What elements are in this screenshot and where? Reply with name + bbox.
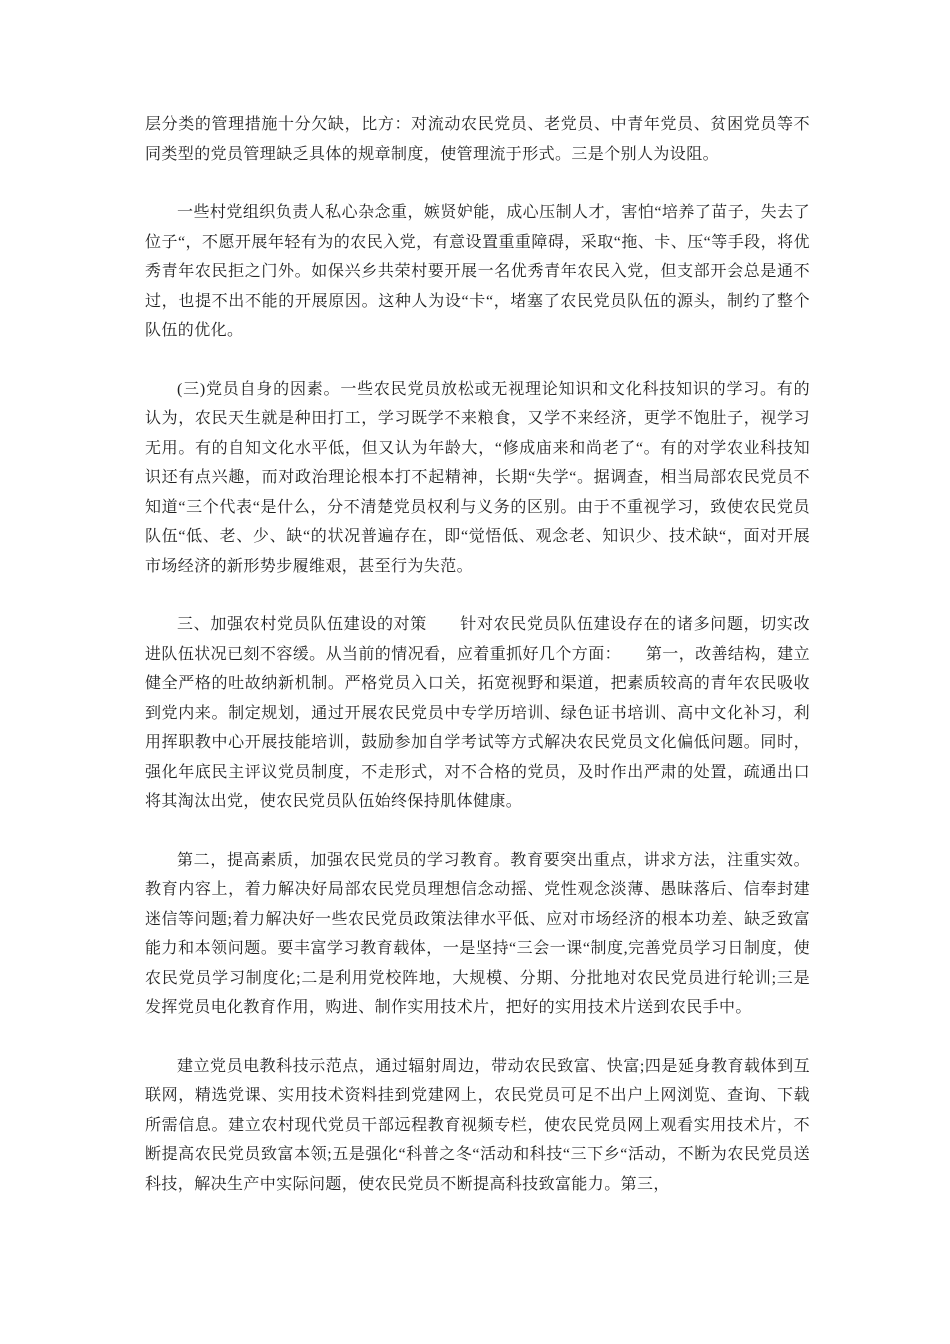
paragraph-1: 层分类的管理措施十分欠缺，比方：对流动农民党员、老党员、中青年党员、贫困党员等不同类型的党员管理缺乏具体的规章制度，使管理流于形式。三是个别人为设阻。 bbox=[145, 116, 810, 163]
document-body bbox=[145, 110, 810, 1199]
paragraph-6: 建立党员电教科技示范点，通过辐射周边，带动农民致富、快富;四是延身教育载体到互联网，精选党课、实用技术资料挂到党建网上，农民党员可足不出户上网浏览、查询、下载所需信息。建立农村现代党员干部远程教育视频专栏，使农民党员网上观看实用技术片，不断提高农民党员致富本领;五是强化“科普之冬“活动和科技“三下乡“活动，不断为农民党员送科技，解决生产中实际问题，使农民党员不断提高科技致富能力。第三， bbox=[145, 1057, 810, 1193]
paragraph-3: (三)党员自身的因素。一些农民党员放松或无视理论知识和文化科技知识的学习。有的认为，农民天生就是种田打工，学习既学不来粮食，又学不来经济，更学不饱肚子，视学习无用。有的自知文化水平低，但又认为年龄大，“修成庙来和尚老了“。有的对学农业科技知识还有点兴趣，而对政治理论根本打不起精神，长期“失学“。据调查，相当局部农民党员不知道“三个代表“是什么，分不清楚党员权利与义务的区别。由于不重视学习，致使农民党员队伍“低、老、少、缺“的状况普遍存在，即“觉悟低、观念老、知识少、技术缺“，面对开展市场经济的新形势步履维艰，甚至行为失范。 bbox=[145, 380, 810, 575]
paragraph-5: 第二，提高素质，加强农民党员的学习教育。教育要突出重点，讲求方法，注重实效。教育内容上，着力解决好局部农民党员理想信念动摇、党性观念淡薄、愚昧落后、信奉封建迷信等问题;着力解决好一些农民党员政策法律水平低、应对市场经济的根本功差、缺乏致富能力和本领问题。要丰富学习教育载体，一是坚持“三会一课“制度,完善党员学习日制度，使农民党员学习制度化;二是利用党校阵地，大规模、分期、分批地对农民党员进行轮训;三是发挥党员电化教育作用，购进、制作实用技术片，把好的实用技术片送到农民手中。 bbox=[145, 851, 810, 1016]
paragraph-2: 一些村党组织负责人私心杂念重，嫉贤妒能，成心压制人才，害怕“培养了苗子，失去了位子“，不愿开展年轻有为的农民入党，有意设置重重障碍，采取“拖、卡、压“等手段，将优秀青年农民拒之门外。如保兴乡共荣村要开展一名优秀青年农民入党，但支部开会总是通不过，也提不出不能的开展原因。这种人为设“卡“，堵塞了农民党员队伍的源头，制约了整个队伍的优化。 bbox=[145, 204, 810, 339]
paragraph-4: 三、加强农村党员队伍建设的对策 针对农民党员队伍建设存在的诸多问题，切实改进队伍状况已刻不容缓。从当前的情况看，应着重抓好几个方面： 第一，改善结构，建立健全严格的吐故纳新机制。严格党员入口关，拓宽视野和渠道，把素质较高的青年农民吸收到党内来。制定规划，通过开展农民党员中专学历培训、绿色证书培训、高中文化补习，利用挥职教中心开展技能培训，鼓励参加自学考试等方式解决农民党员文化偏低问题。同时，强化年底民主评议党员制度，不走形式，对不合格的党员，及时作出严肃的处置，疏通出口将其淘汰出党，使农民党员队伍始终保持肌体健康。 bbox=[145, 616, 810, 810]
